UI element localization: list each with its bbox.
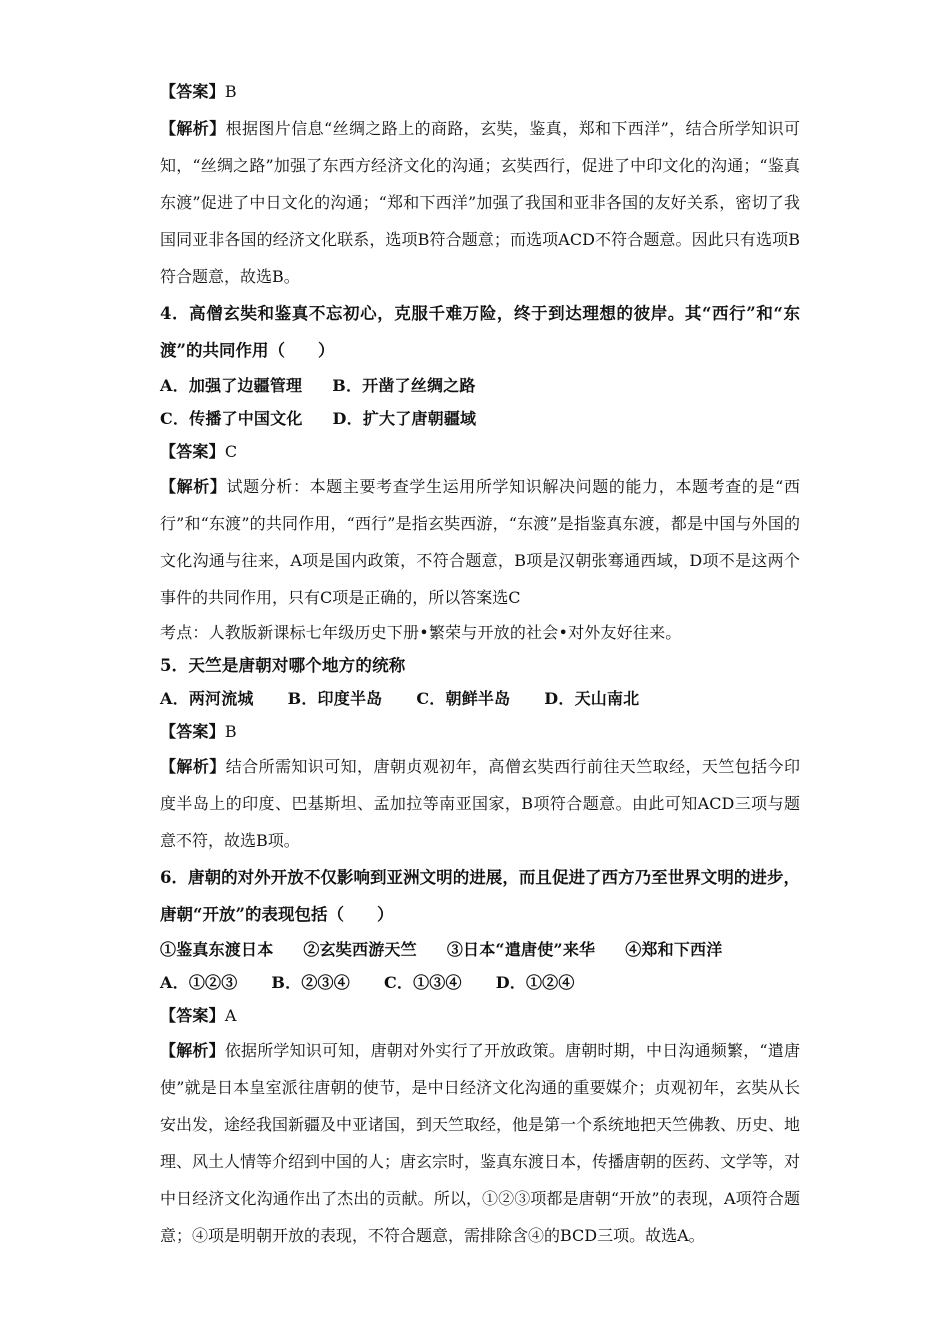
option-a: A．两河流城 [160,689,254,708]
option-c: C．传播了中国文化 [160,409,303,428]
question-6-items [160,933,800,966]
explanation-4 [160,468,800,616]
explanation-5 [160,748,800,859]
question-4-options-row1 [160,369,800,402]
option-b: B．印度半岛 [287,689,383,708]
answer-value: C [224,442,238,461]
explanation-3 [160,110,800,295]
knowledge-point-4: 考点：人教版新课标七年级历史下册•繁荣与开放的社会•对外友好往来。 [160,623,682,642]
option-b: B．②③④ [271,973,350,992]
option-d: D．天山南北 [544,689,640,708]
answer-3 [160,73,800,110]
option-c: C．①③④ [383,973,462,992]
option-b: B．开凿了丝绸之路 [332,376,476,395]
answer-value: B [224,722,237,741]
item-1: ①鉴真东渡日本 [160,940,274,959]
question-6: 6．唐朝的对外开放不仅影响到亚洲文明的进展，而且促进了西方乃至世界文明的进步，唐朝“开放”的表现包括（ ） [160,868,800,924]
explanation-6 [160,1032,800,1254]
option-c: C．朝鲜半岛 [416,689,511,708]
question-5-options [160,682,800,715]
option-d: D．扩大了唐朝疆域 [332,409,477,428]
option-a: A．①②③ [160,973,238,992]
explanation-text: 结合所需知识可知，唐朝贞观初年，高僧玄奘西行前往天竺取经，天竺包括今印度半岛上的印度、巴基斯坦、孟加拉等南亚国家，B项符合题意。由此可知ACD三项与题意不符，故选B项。 [160,757,800,850]
explanation-tag: 【解析】 [160,119,226,138]
question-4: 4．高僧玄奘和鉴真不忘初心，克服千难万险，终于到达理想的彼岸。其“西行”和“东渡”的共同作用（ ） [160,304,800,360]
answer-tag: 【答案】 [160,82,225,101]
option-a: A．加强了边疆管理 [160,376,303,395]
question-5: 5．天竺是唐朝对哪个地方的统称 [160,656,406,675]
answer-5 [160,715,800,748]
answer-tag: 【答案】 [160,1006,225,1025]
explanation-tag: 【解析】 [160,1041,225,1060]
answer-6 [160,999,800,1032]
option-d: D．①②④ [495,973,575,992]
explanation-text: 依据所学知识可知，唐朝对外实行了开放政策。唐朝时期，中日沟通频繁，“遣唐使”就是日本皇室派往唐朝的使节，是中日经济文化沟通的重要媒介；贞观初年，玄奘从长安出发，途经我国新疆及中亚诸国，到天竺取经，他是第一个系统地把天竺佛教、历史、地理、风土人情等介绍到中国的人；唐玄宗时，鉴真东渡日本，传播唐朝的医药、文学等，对中日经济文化沟通作出了杰出的贡献。所以，①②③项都是唐朝“开放”的表现，A项符合题意；④项是明朝开放的表现，不符合题意，需排除含④的BCD三项。故选A。 [160,1041,801,1245]
explanation-text: 根据图片信息“丝绸之路上的商路，玄奘，鉴真，郑和下西洋”，结合所学知识可知，“丝绸之路”加强了东西方经济文化的沟通；玄奘西行，促进了中印文化的沟通；“鉴真东渡”促进了中日文化的沟通；“郑和下西洋”加强了我国和亚非各国的友好关系，密切了我国同亚非各国的经济文化联系，选项B符合题意；而选项ACD不符合题意。因此只有选项B符合题意，故选B。 [160,119,800,286]
question-6-options [160,966,800,999]
explanation-text: 试题分析：本题主要考查学生运用所学知识解决问题的能力，本题考查的是“西行”和“东渡”的共同作用，“西行”是指玄奘西游，“东渡”是指鉴真东渡，都是中国与外国的文化沟通与往来，A项是国内政策，不符合题意，B项是汉朝张骞通西域，D项不是这两个事件的共同作用，只有C项是正确的，所以答案选C [160,477,800,607]
explanation-tag: 【解析】 [160,757,226,776]
answer-tag: 【答案】 [160,722,225,741]
answer-value: B [224,82,237,101]
answer-4 [160,435,800,468]
item-3: ③日本“遣唐使”来华 [446,940,596,959]
answer-value: A [224,1006,237,1025]
question-4-options-row2 [160,402,800,435]
answer-tag: 【答案】 [160,442,225,461]
item-4: ④郑和下西洋 [625,940,723,959]
item-2: ②玄奘西游天竺 [303,940,417,959]
explanation-tag: 【解析】 [160,477,227,496]
